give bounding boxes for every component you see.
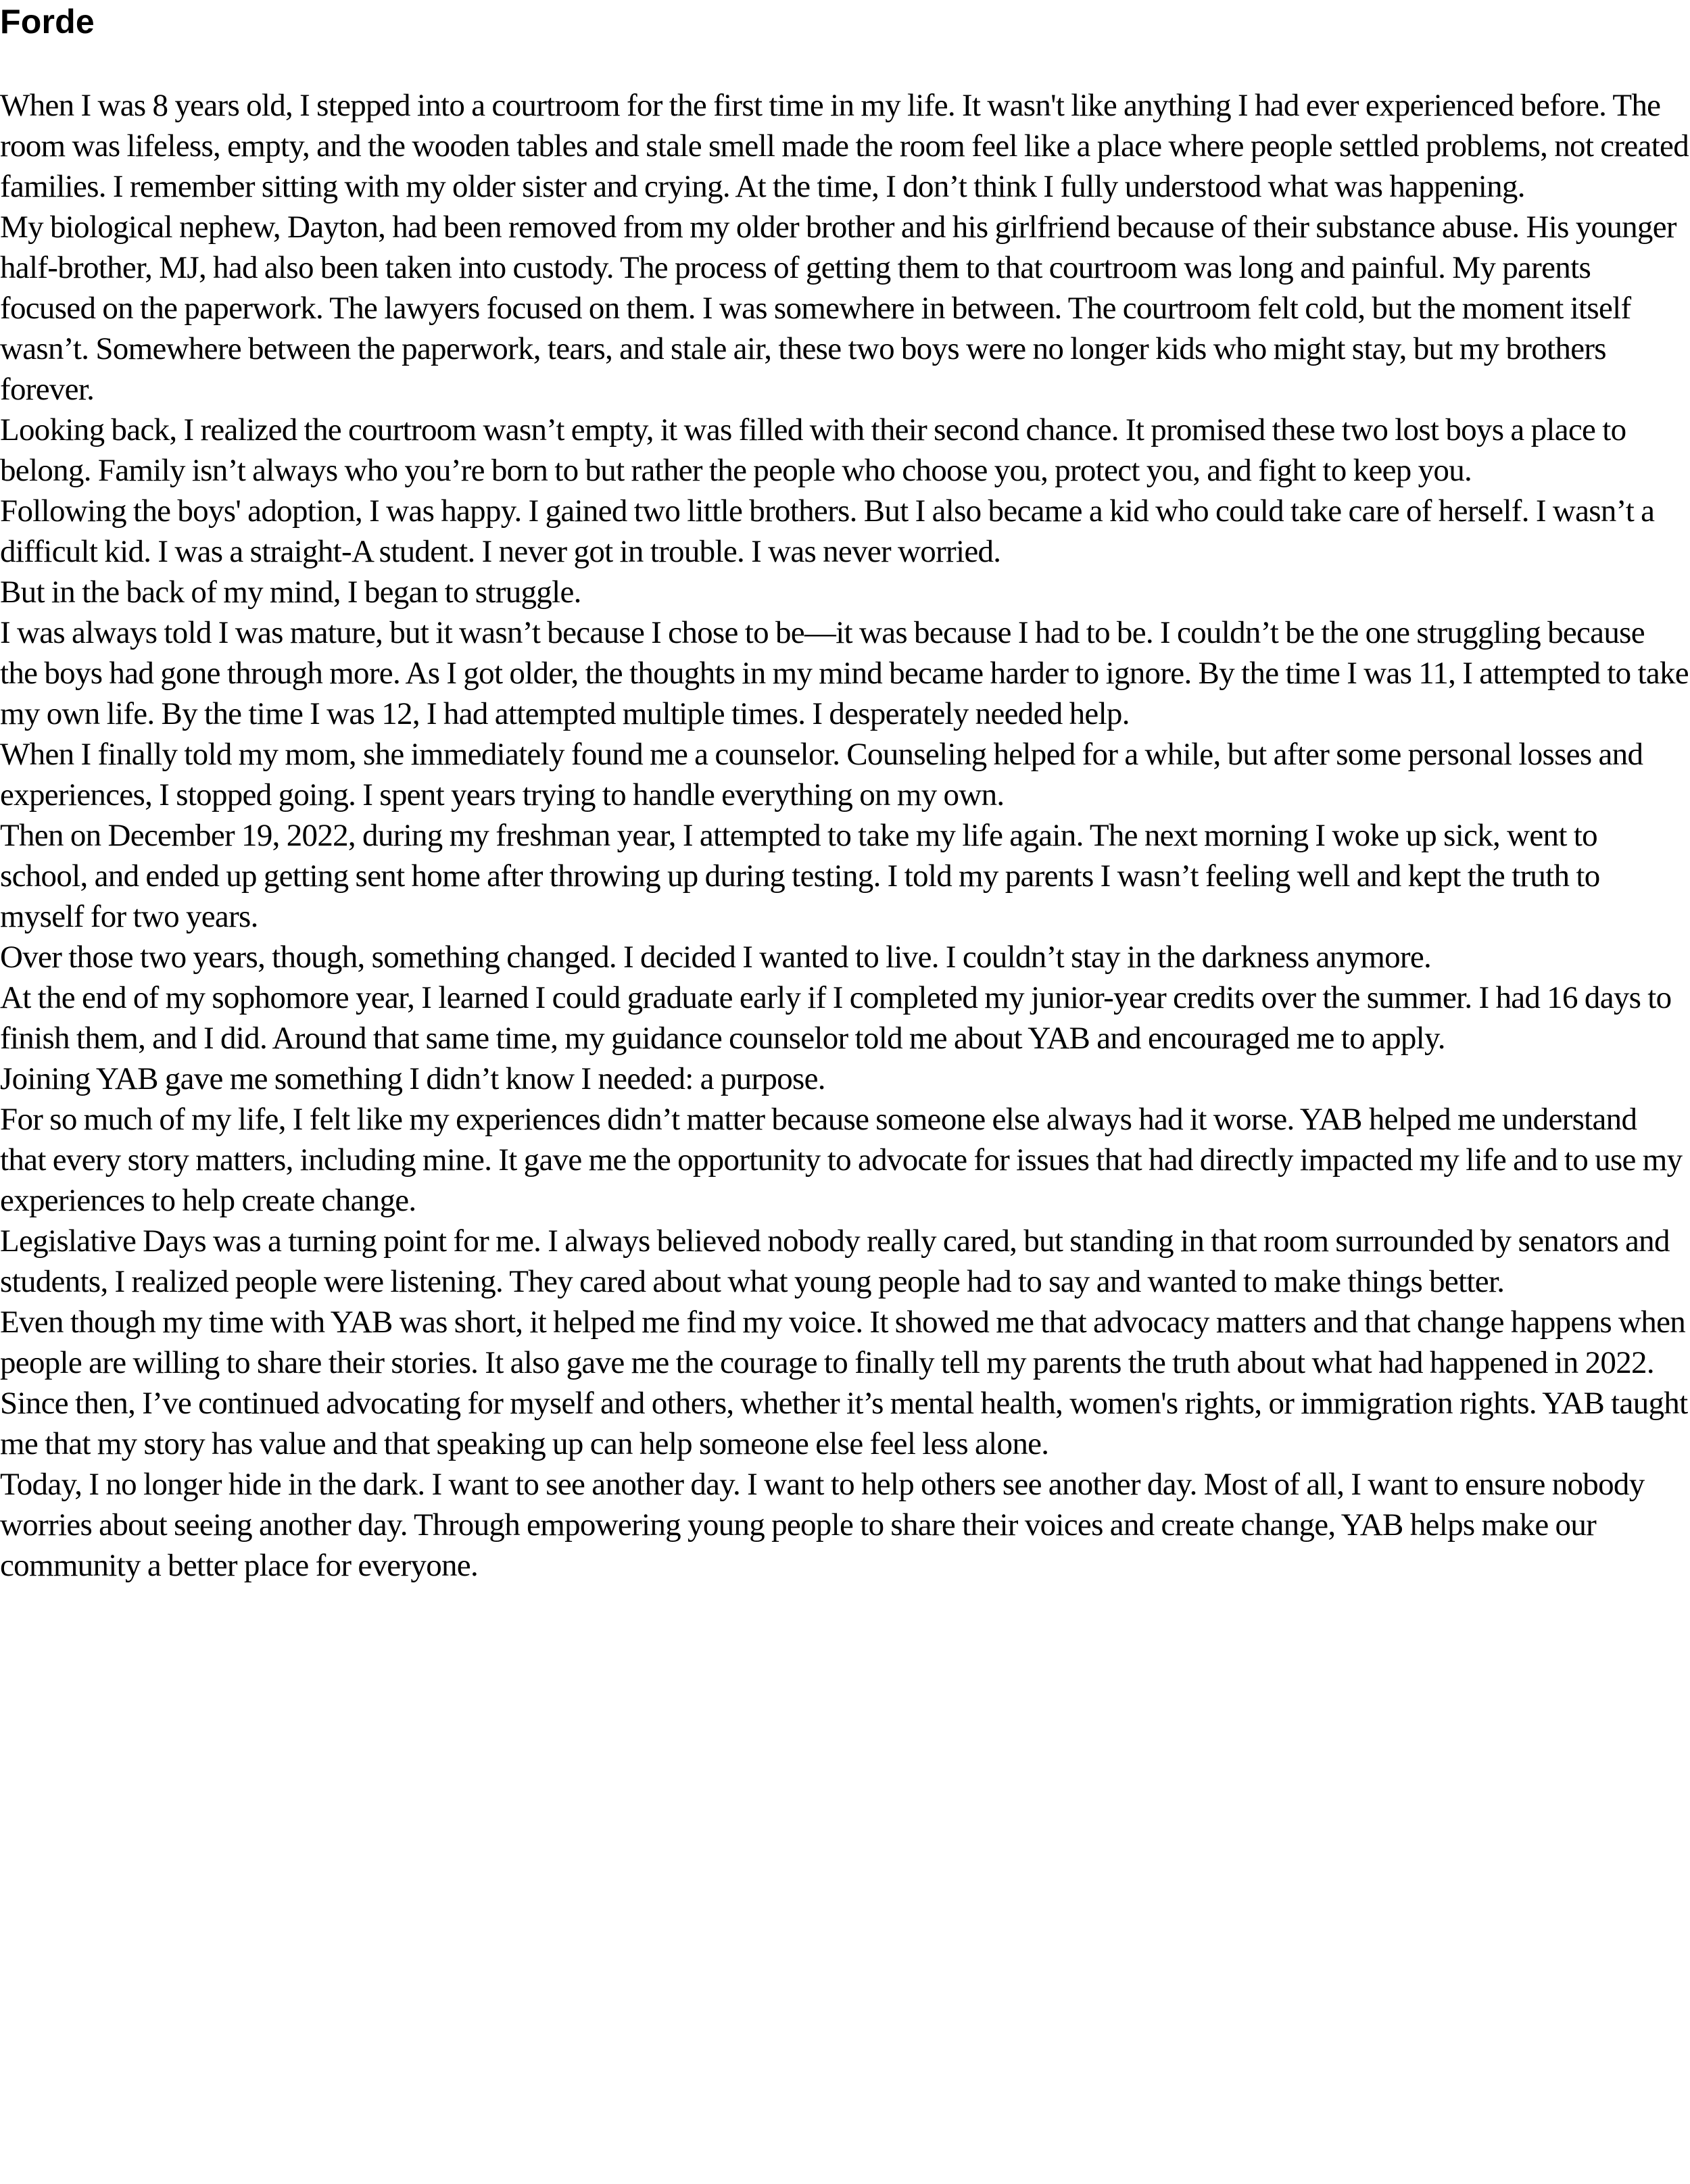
- paragraph: Even though my time with YAB was short, it helped me find my voice. It showed me that advocacy matters and that change happens when people are willing to share their stories. It also gave me the courage to finally tell my parents the truth about what had happened in 2022.: [0, 1305, 1686, 1380]
- paragraph: Legislative Days was a turning point for me. I always believed nobody really cared, but standing in that room surrounded by senators and students, I realized people were listening. They cared about what young people had to say and wanted to make things better.: [0, 1223, 1670, 1299]
- paragraph: Today, I no longer hide in the dark. I want to see another day. I want to help others see another day. Most of all, I want to ensure nobody worries about seeing another day. Through empowering young people to share their voices and create change, YAB helps make our community a better place for everyone.: [0, 1467, 1645, 1583]
- paragraph: For so much of my life, I felt like my experiences didn’t matter because someone else always had it worse. YAB helped me understand that every story matters, including mine. It gave me the opportunity to advocate for issues that had directly impacted my life and to use my experiences to help create change.: [0, 1102, 1683, 1218]
- paragraph: Joining YAB gave me something I didn’t know I needed: a purpose.: [0, 1061, 825, 1096]
- paragraph: Over those two years, though, something changed. I decided I wanted to live. I couldn’t stay in the darkness anymore.: [0, 940, 1432, 975]
- paragraph: Since then, I’ve continued advocating for myself and others, whether it’s mental health, women's rights, or immigration rights. YAB taught me that my story has value and that speaking up can help someone else feel less alone.: [0, 1386, 1688, 1461]
- document-title: Forde: [0, 3, 95, 41]
- paragraph: When I was 8 years old, I stepped into a courtroom for the first time in my life. It wasn't like anything I had ever experienced before. The room was lifeless, empty, and the wooden tables and stale smell made the room feel like a place where people settled problems, not created families. I remember sitting with my older sister and crying. At the time, I don’t think I fully understood what was happening.: [0, 88, 1689, 204]
- paragraph: Then on December 19, 2022, during my freshman year, I attempted to take my life again. The next morning I woke up sick, went to school, and ended up getting sent home after throwing up during testing. I told my parents I wasn’t feeling well and kept the truth to myself for two years.: [0, 818, 1600, 934]
- paragraph: I was always told I was mature, but it wasn’t because I chose to be—it was because I had to be. I couldn’t be the one struggling because the boys had gone through more. As I got older, the thoughts in my mind became harder to ignore. By the time I was 11, I attempted to take my own life. By the time I was 12, I had attempted multiple times. I desperately needed help.: [0, 615, 1689, 731]
- paragraph: Looking back, I realized the courtroom wasn’t empty, it was filled with their second chance. It promised these two lost boys a place to belong. Family isn’t always who you’re born to but rather the people who choose you, protect you, and fight to keep you.: [0, 412, 1626, 488]
- paragraph: At the end of my sophomore year, I learned I could graduate early if I completed my junior-year credits over the summer. I had 16 days to finish them, and I did. Around that same time, my guidance counselor told me about YAB and encouraged me to apply.: [0, 980, 1672, 1056]
- paragraph: When I finally told my mom, she immediately found me a counselor. Counseling helped for a while, but after some personal losses and experiences, I stopped going. I spent years trying to handle everything on my own.: [0, 737, 1643, 812]
- paragraph: My biological nephew, Dayton, had been removed from my older brother and his girlfriend because of their substance abuse. His younger half-brother, MJ, had also been taken into custody. The process of getting them to that courtroom was long and painful. My parents focused on the paperwork. The lawyers focused on them. I was somewhere in between. The courtroom felt cold, but the moment itself wasn’t. Somewhere between the paperwork, tears, and stale air, these two boys were no longer kids who might stay, but my brothers forever.: [0, 210, 1676, 407]
- paragraph: Following the boys' adoption, I was happy. I gained two little brothers. But I also became a kid who could take care of herself. I wasn’t a difficult kid. I was a straight-A student. I never got in trouble. I was never worried.: [0, 493, 1655, 569]
- paragraph: But in the back of my mind, I began to struggle.: [0, 575, 581, 610]
- document-body: [0, 85, 1689, 1586]
